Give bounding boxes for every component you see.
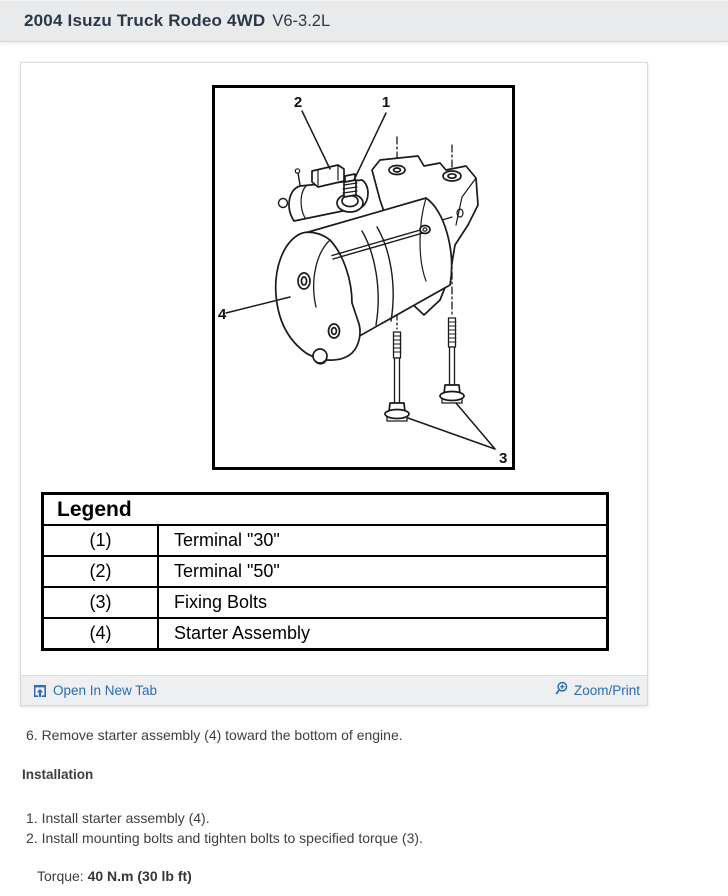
side-stud xyxy=(279,199,288,208)
zoom-magnifier-icon xyxy=(554,681,568,695)
legend-item-desc: Terminal "30" xyxy=(174,530,280,550)
page-title-engine: V6-3.2L xyxy=(272,11,331,30)
legend-table xyxy=(41,492,609,651)
installation-heading: Installation xyxy=(22,767,94,782)
removal-step-6: 6. Remove starter assembly (4) toward the bottom of engine. xyxy=(26,727,403,743)
open-in-new-tab-link[interactable] xyxy=(33,683,157,698)
page-title: 2004 Isuzu Truck Rodeo 4WD xyxy=(24,11,266,30)
zoom-print-link[interactable] xyxy=(554,683,640,698)
legend-item-number: (4) xyxy=(44,619,159,648)
legend-item-number: (2) xyxy=(44,557,159,586)
starter-diagram-svg xyxy=(212,85,515,470)
diagram-card xyxy=(20,62,648,706)
legend-item-desc: Terminal "50" xyxy=(174,561,280,581)
callout-3: 3 xyxy=(499,450,508,467)
table-row xyxy=(44,619,606,648)
open-in-new-tab-label: Open In New Tab xyxy=(53,683,158,698)
legend-item-number: (3) xyxy=(44,588,159,617)
callout-2: 2 xyxy=(293,94,303,111)
table-row xyxy=(44,526,606,557)
torque-spec xyxy=(37,868,192,884)
torque-label: Torque: xyxy=(37,868,88,884)
legend-item-number: (1) xyxy=(44,526,159,555)
zoom-print-label: Zoom/Print xyxy=(573,683,640,698)
installation-step-1: 1. Install starter assembly (4). xyxy=(26,810,210,826)
installation-step-2: 2. Install mounting bolts and tighten bolts to specified torque (3). xyxy=(26,830,423,846)
table-row xyxy=(44,557,606,588)
callout-4: 4 xyxy=(218,306,227,323)
legend-title: Legend xyxy=(44,495,606,526)
starter-diagram xyxy=(212,85,515,470)
torque-value: 40 N.m (30 lb ft) xyxy=(87,868,192,884)
page-header xyxy=(0,0,728,42)
legend-item-desc: Fixing Bolts xyxy=(174,592,268,612)
open-in-new-tab-icon xyxy=(33,684,47,698)
callout-1: 1 xyxy=(381,94,391,111)
table-row xyxy=(44,588,606,619)
installation-steps xyxy=(26,808,423,848)
legend-item-desc: Starter Assembly xyxy=(174,623,311,643)
viewer-toolbar xyxy=(21,675,647,705)
